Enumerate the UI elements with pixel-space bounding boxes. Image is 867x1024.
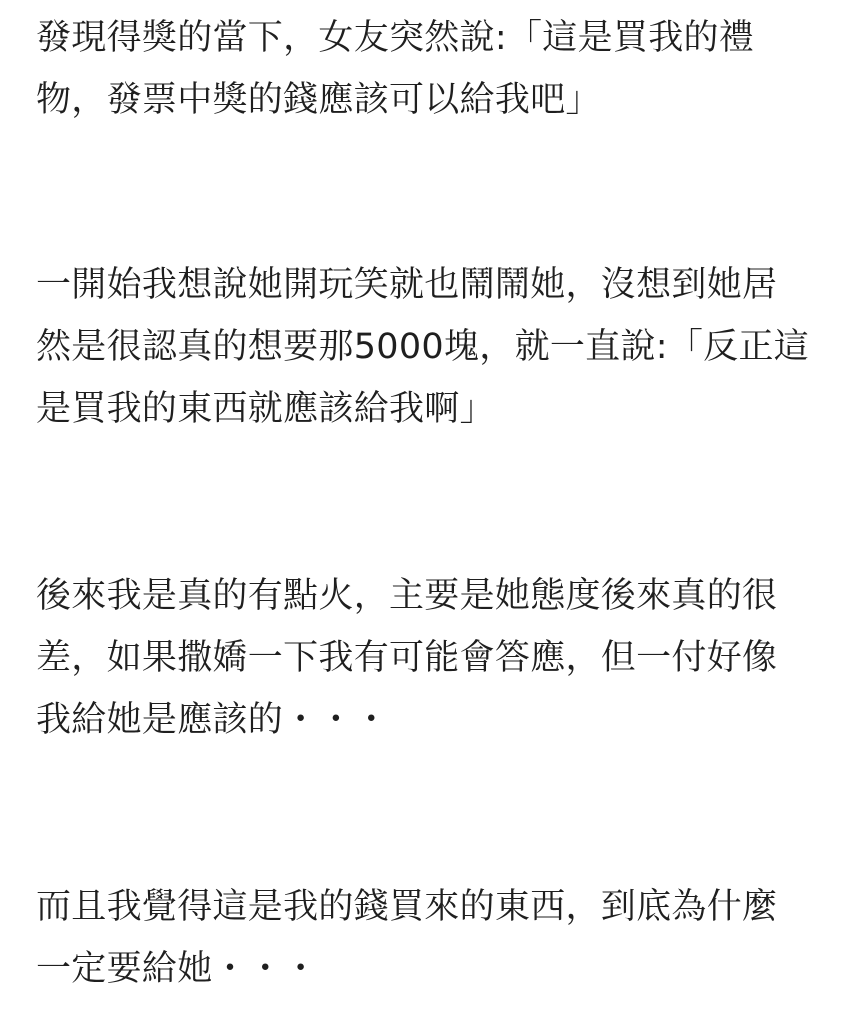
paragraph-line: 物，發票中獎的錢應該可以給我吧」 [36,80,601,120]
paragraph-2 [36,254,836,440]
paragraph-line: 一定要給她・・・ [36,949,319,989]
paragraph-line: 後來我是真的有點火，主要是她態度後來真的很 [36,576,778,616]
paragraph-1 [36,7,836,131]
paragraph-line: 是買我的東西就應該給我啊」 [36,389,495,429]
paragraph-line: 我給她是應該的・・・ [36,700,390,740]
paragraph-line: 而且我覺得這是我的錢買來的東西，到底為什麼 [36,887,778,927]
paragraph-line: 然是很認真的想要那5000塊，就一直說:「反正這 [36,327,810,367]
paragraph-line: 發現得獎的當下，女友突然說:「這是買我的禮 [36,18,755,58]
paragraph-line: 一開始我想說她開玩笑就也鬧鬧她，沒想到她居 [36,265,778,305]
paragraph-line: 差，如果撒嬌一下我有可能會答應，但一付好像 [36,638,778,678]
paragraph-4 [36,876,836,1000]
paragraph-3 [36,565,836,751]
